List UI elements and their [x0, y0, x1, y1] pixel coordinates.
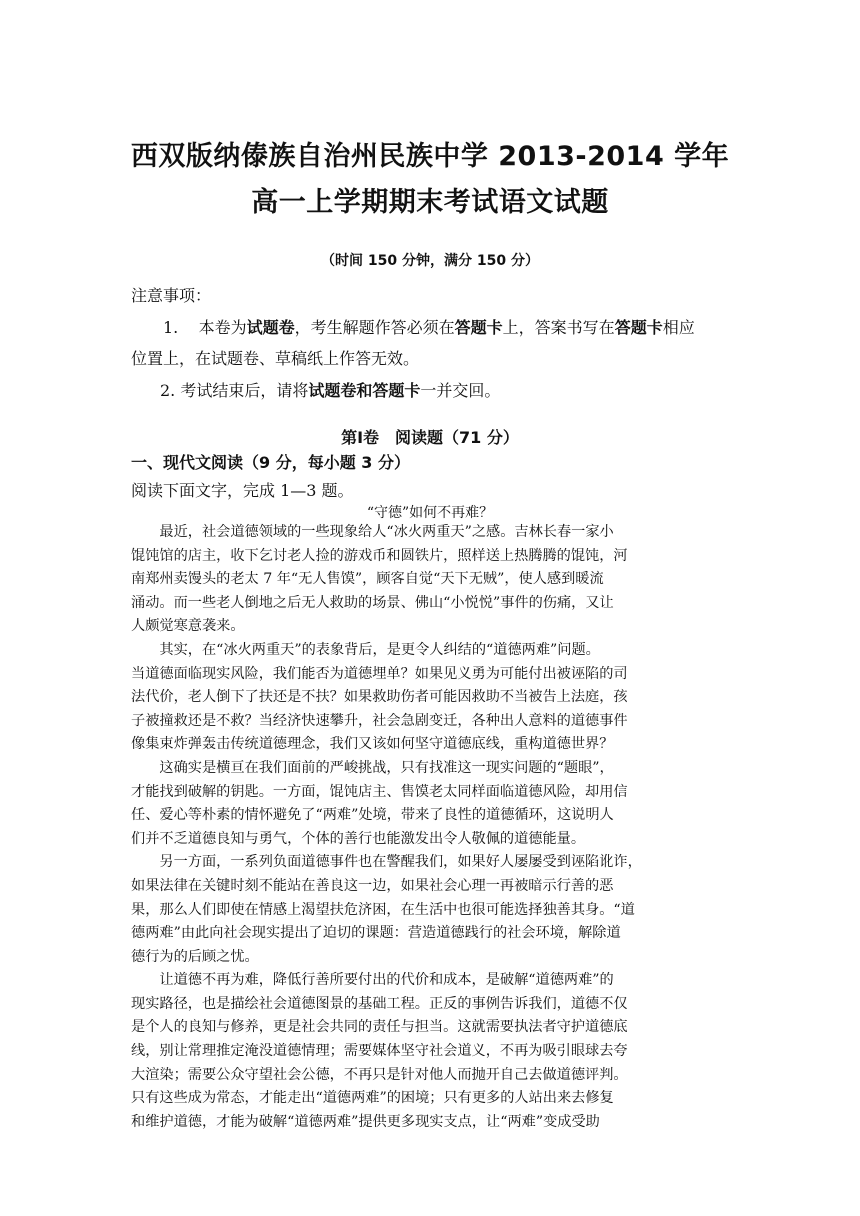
note-1-bold-f: 答题卡: [614, 318, 663, 337]
note-1-text-c: ，考生解题作答必须在: [294, 318, 455, 337]
article-line: 南郑州卖馒头的老太 7 年“无人售馍”，顾客自觉“天下无贼”，使人感到暖流: [131, 571, 604, 588]
note-1-text-a: 本卷为: [198, 318, 247, 337]
article-line: 德行为的后顾之忧。: [131, 948, 259, 965]
article-paragraph: [131, 639, 731, 757]
article-line: 任、爱心等朴素的情怀避免了“两难”处境，带来了良性的道德循环，这说明人: [131, 807, 614, 824]
section-title: 第Ⅰ卷 阅读题（71 分）: [341, 428, 519, 447]
article-line: 法代价，老人倒下了扶还是不扶？如果救助伤者可能因救助不当被告上法庭，孩: [131, 689, 628, 706]
article-line: 如果法律在关键时刻不能站在善良这一边，如果社会心理一再被暗示行善的恶: [131, 877, 614, 894]
note-1-text-e: 上，答案书写在: [502, 318, 615, 337]
article-line: 馄饨馆的店主，收下乞讨老人捡的游戏币和圆铁片，照样送上热腾腾的馄饨，河: [131, 547, 628, 564]
article-line: 其实，在“冰火两重天”的表象背后，是更令人纠结的“道德两难”问题。: [159, 641, 600, 658]
note-item-1-line2: 位置上，在试题卷、草稿纸上作答无效。: [131, 349, 420, 368]
article-body: [131, 521, 731, 1134]
note-1-number: 1.: [163, 318, 179, 337]
note-2-number: 2.: [160, 381, 176, 400]
article-paragraph: [131, 757, 731, 851]
article-paragraph: [131, 521, 731, 639]
article-line: 人颇觉寒意袭来。: [131, 618, 245, 635]
exam-time-score: （时间 150 分钟，满分 150 分）: [321, 253, 539, 269]
part-heading: 一、现代文阅读（9 分，每小题 3 分）: [131, 453, 410, 472]
note-1-text-g: 相应: [662, 318, 695, 337]
article-line: 涌动。而一些老人倒地之后无人救助的场景、佛山“小悦悦”事件的伤痛，又让: [131, 594, 614, 611]
article-line: 现实路径，也是描绘社会道德图景的基础工程。正反的事例告诉我们，道德不仅: [131, 995, 628, 1012]
article-line: 才能找到破解的钥匙。一方面，馄饨店主、售馍老太同样面临道德风险，却用信: [131, 783, 628, 800]
article-paragraph: [131, 851, 731, 969]
exam-title-line2: 高一上学期期末考试语文试题: [251, 187, 609, 218]
article-line: 让道德不再为难，降低行善所要付出的代价和成本，是破解“道德两难”的: [159, 972, 614, 989]
article-paragraph: [131, 969, 731, 1134]
note-1-bold-a: 试题卷: [246, 318, 295, 337]
article-line: 只有这些成为常态，才能走出“道德两难”的困境；只有更多的人站出来去修复: [131, 1090, 614, 1107]
article-line: 果，那么人们即使在情感上渴望扶危济困，在生活中也很可能选择独善其身。“道: [131, 901, 635, 918]
note-item-1: [163, 315, 763, 338]
article-line: 和维护道德，才能为破解“道德两难”提供更多现实支点，让“两难”变成受助: [131, 1113, 600, 1130]
article-line: 线，别让常理推定淹没道德情理；需要媒体坚守社会道义，不再为吸引眼球去夸: [131, 1043, 628, 1060]
note-item-2: [160, 378, 760, 401]
article-line: 当道德面临现实风险，我们能否为道德埋单？如果见义勇为可能付出被诬陷的司: [131, 665, 628, 682]
article-line: 另一方面，一系列负面道德事件也在警醒我们，如果好人屡屡受到诬陷讹诈，: [159, 854, 642, 871]
note-2-bold-b: 试题卷和答题卡: [308, 381, 421, 400]
exam-title-line1: 西双版纳傣族自治州民族中学 2013-2014 学年: [130, 141, 730, 172]
article-line: 子被撞救还是不救？当经济快速攀升，社会急剧变迁，各种出人意料的道德事件: [131, 712, 628, 729]
article-line: 是个人的良知与修养，更是社会共同的责任与担当。这就需要执法者守护道德底: [131, 1019, 628, 1036]
notes-heading: 注意事项：: [131, 286, 212, 305]
note-2-text-c: 一并交回。: [420, 381, 501, 400]
note-2-text-a: 考试结束后，请将: [180, 381, 309, 400]
article-line: 像集束炸弹轰击传统道德理念，我们又该如何坚守道德底线，重构道德世界？: [131, 736, 614, 753]
article-line: 最近，社会道德领域的一些现象给人“冰火两重天”之感。吉林长春一家小: [159, 524, 614, 540]
article-title: “守德”如何不再难？: [366, 505, 494, 521]
article-line: 德两难”由此向社会现实提出了迫切的课题：营造道德践行的社会环境，解除道: [131, 925, 621, 942]
note-1-bold-d: 答题卡: [454, 318, 503, 337]
article-line: 这确实是横亘在我们面前的严峻挑战，只有找准这一现实问题的“题眼”，: [159, 759, 614, 776]
reading-instruction: 阅读下面文字，完成 1—3 题。: [131, 481, 354, 500]
article-line: 们并不乏道德良知与勇气，个体的善行也能激发出令人敬佩的道德能量。: [131, 830, 586, 847]
article-line: 大渲染；需要公众守望社会公德，不再只是针对他人而抛开自己去做道德评判。: [131, 1066, 628, 1083]
